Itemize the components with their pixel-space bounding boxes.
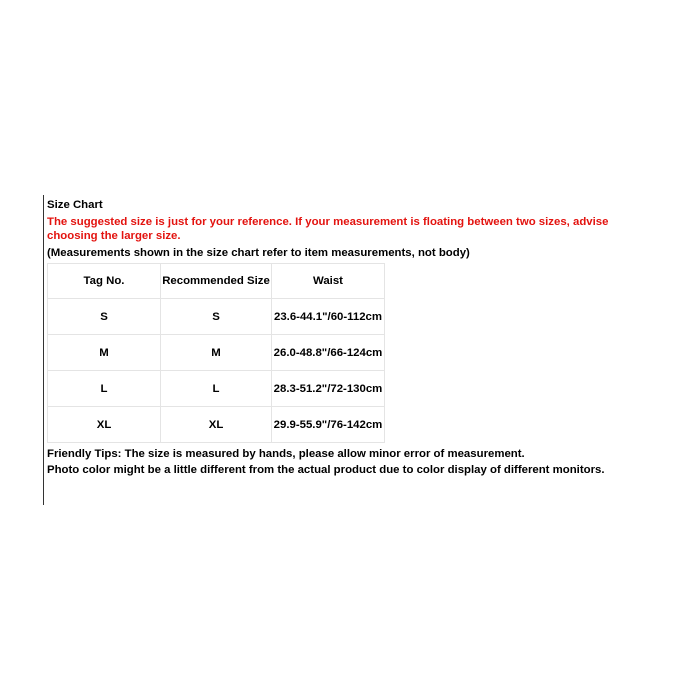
cell-recommended: M [161,335,272,371]
measurement-note: (Measurements shown in the size chart refer to item measurements, not body) [47,247,470,259]
table-row [48,371,385,407]
cell-recommended: XL [161,407,272,443]
cell-recommended: L [161,371,272,407]
friendly-tips [47,446,663,478]
tip-measurement: Friendly Tips: The size is measured by hands, please allow minor error of measurement. [47,448,525,460]
header-recommended-size: Recommended Size [161,264,272,299]
cell-waist: 26.0-48.8"/66-124cm [272,335,385,371]
table-row [48,299,385,335]
cell-waist: 23.6-44.1"/60-112cm [272,299,385,335]
size-advice-notice: The suggested size is just for your reference. If your measurement is floating between two sizes, advise choosing the larger size. [47,216,609,242]
cell-tag: L [48,371,161,407]
cell-tag: M [48,335,161,371]
table-row [48,407,385,443]
cell-waist: 29.9-55.9"/76-142cm [272,407,385,443]
cell-waist: 28.3-51.2"/72-130cm [272,371,385,407]
tip-photo-color: Photo color might be a little different from the actual product due to color display of different monitors. [47,464,605,476]
cell-tag: S [48,299,161,335]
size-chart-document [43,195,663,505]
size-table [47,263,385,443]
table-row [48,335,385,371]
table-header-row [48,264,385,299]
size-chart-title: Size Chart [47,199,103,211]
header-tag-no: Tag No. [48,264,161,299]
cell-recommended: S [161,299,272,335]
header-waist: Waist [272,264,385,299]
cell-tag: XL [48,407,161,443]
